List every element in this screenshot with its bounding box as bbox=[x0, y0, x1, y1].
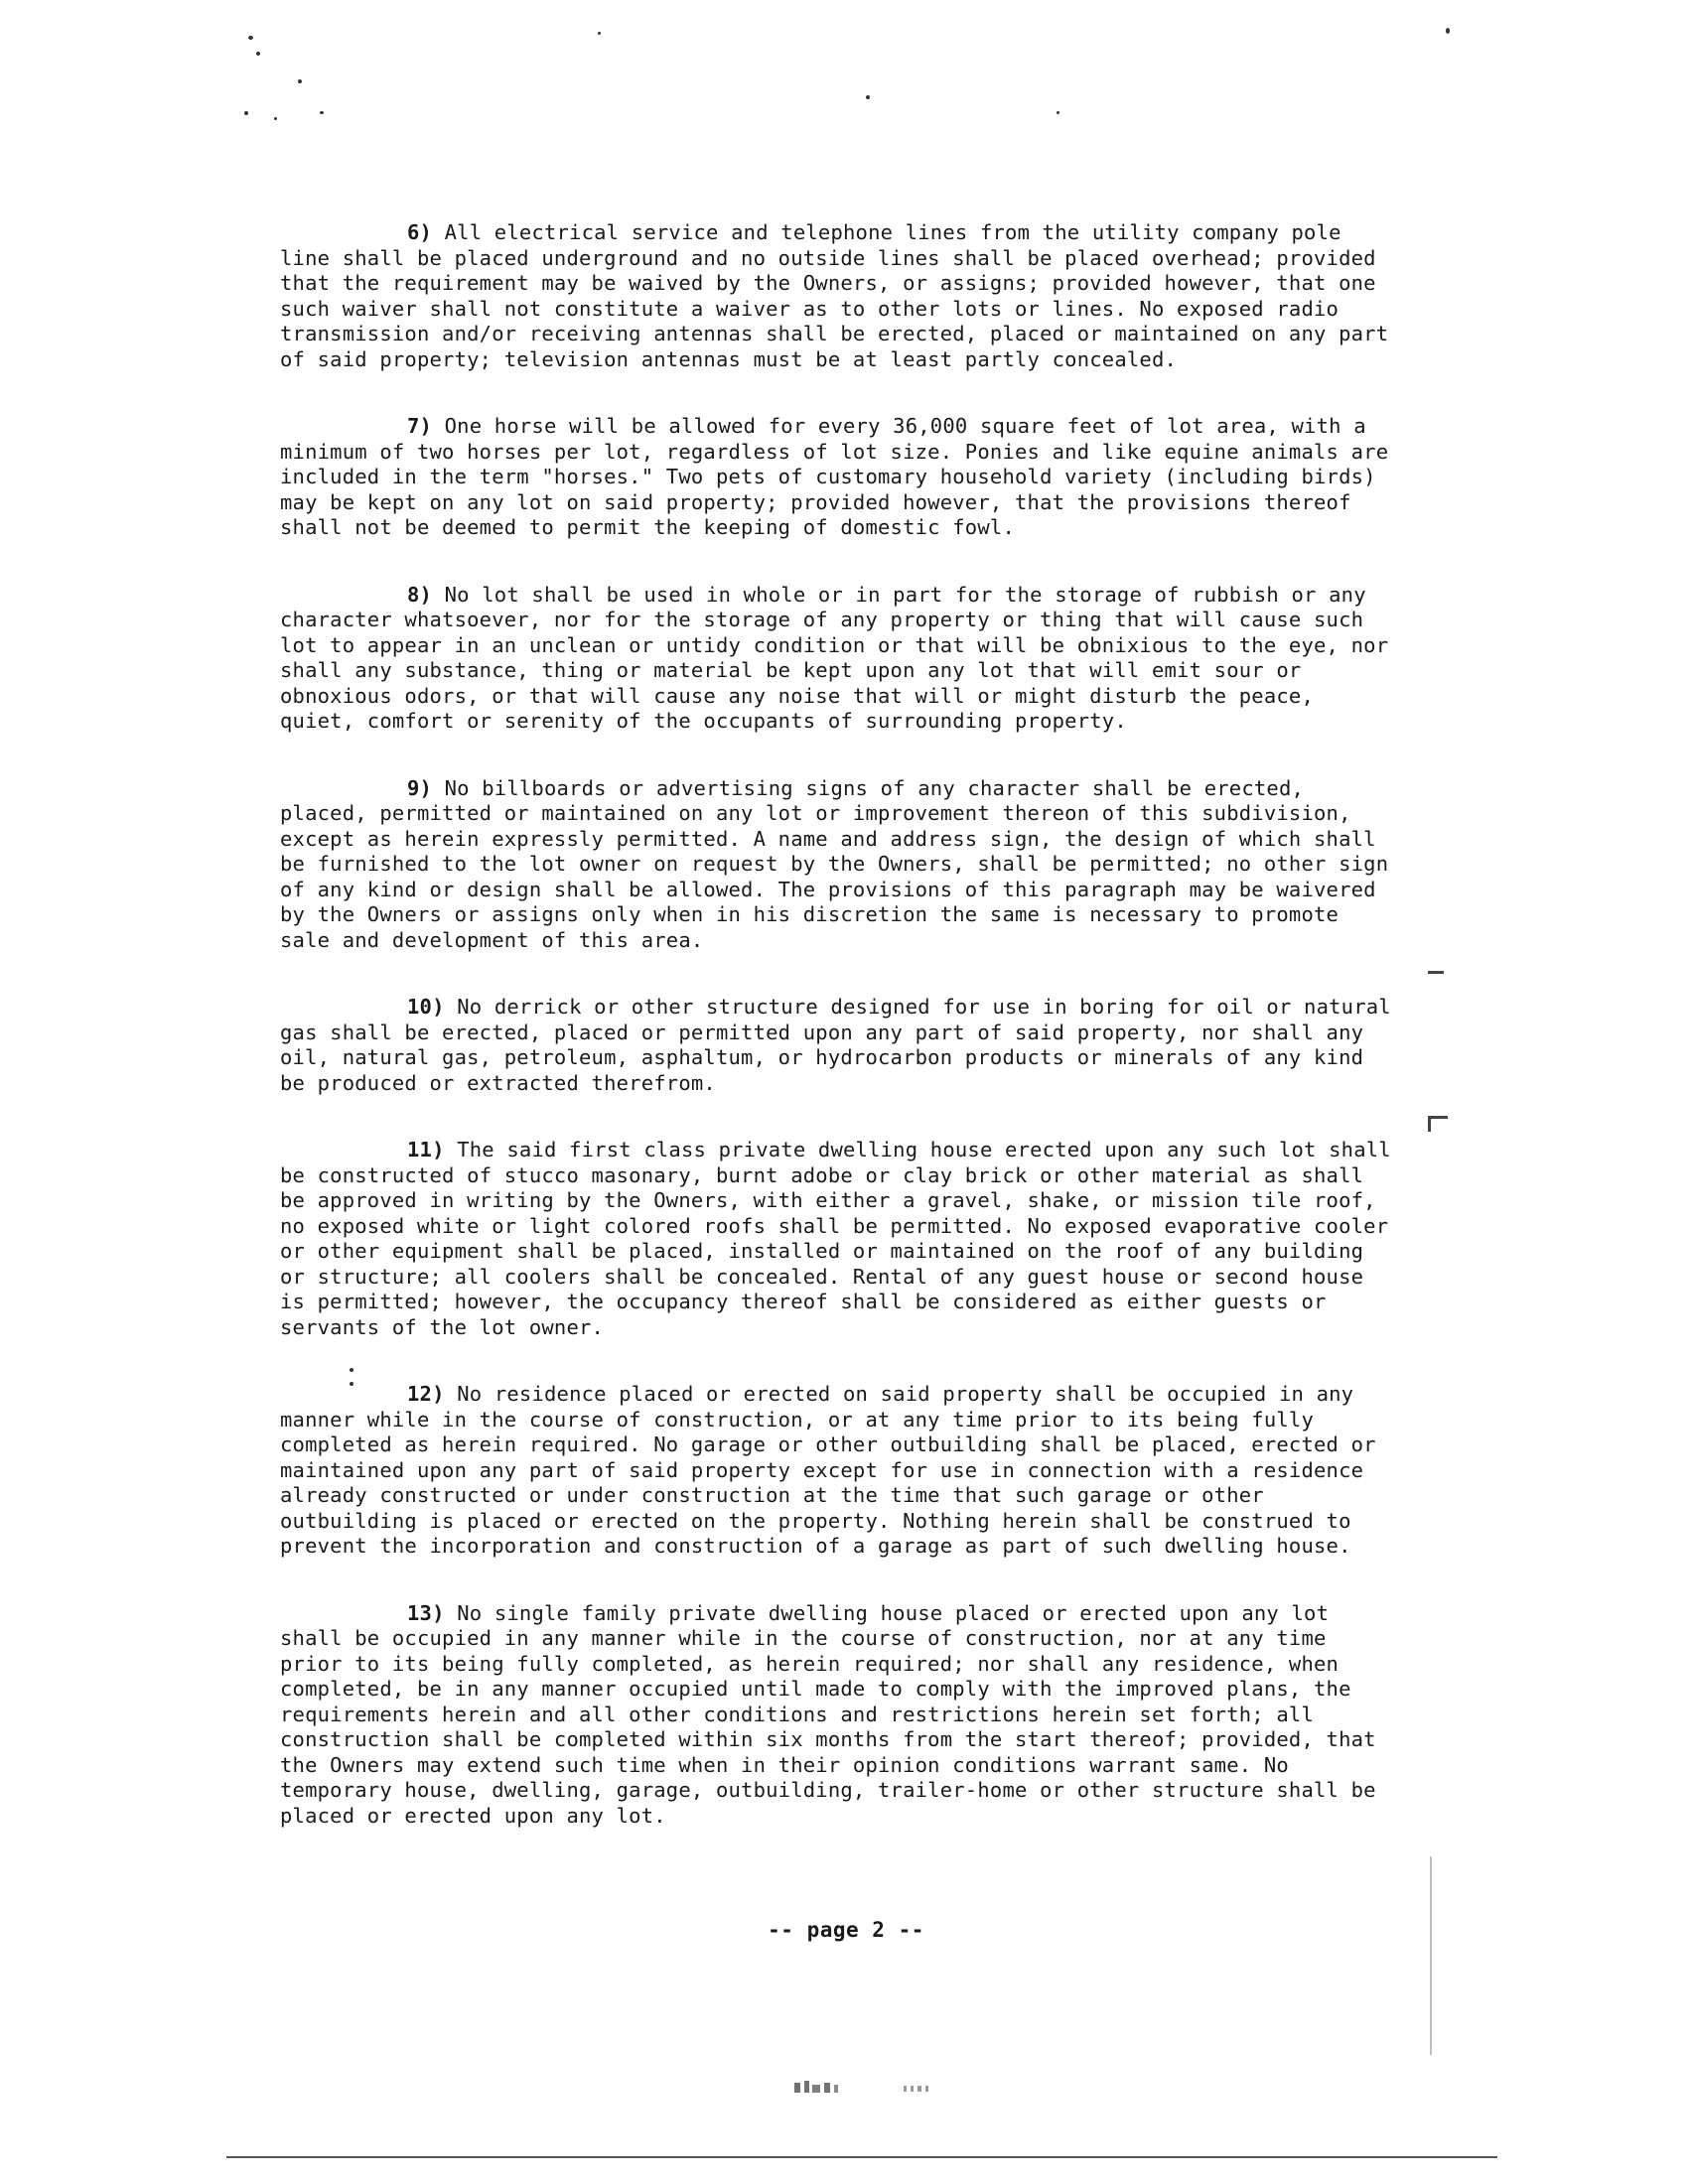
edge-mark bbox=[1428, 1116, 1431, 1132]
edge-mark bbox=[1428, 1116, 1448, 1119]
document-body bbox=[280, 220, 1392, 1870]
paragraph-text: No derrick or other structure designed for use in boring for oil or natural gas shall be erected, placed or permitted upon any part of said property, nor shall any oil, natural gas, petroleum, asphaltum, or hydrocarbon products or minerals of any kind be produced or extracted therefrom. bbox=[280, 995, 1391, 1095]
paragraph-text: All electrical service and telephone lines from the utility company pole line shall be placed underground and no outside lines shall be placed overhead; provided that the requirement may be waived by the Owners, or assigns; provided however, that one such waiver shall not constitute a waiver as to other lots or lines. No exposed radio transmission and/or receiving antennas shall be erected, placed or maintained on any part of said property; television antennas must be at least partly concealed. bbox=[280, 220, 1389, 371]
scan-speck bbox=[866, 95, 870, 99]
scan-speck bbox=[274, 117, 277, 120]
paragraph-9 bbox=[280, 776, 1392, 954]
paragraph-6 bbox=[280, 220, 1392, 372]
paragraph-text: No billboards or advertising signs of any character shall be erected, placed, permitted or maintained on any lot or improvement thereon of this subdivision, except as herein expressly permitted. A name and address sign, the design of which shall be furnished to the lot owner on request by the Owners, shall be permitted; no other sign of any kind or design shall be allowed. The provisions of this paragraph may be waivered by the Owners or assigns only when in his discretion the same is necessary to promote sale and development of this area. bbox=[280, 775, 1389, 952]
paragraph-number: 11) bbox=[407, 1138, 445, 1161]
paragraph-text: One horse will be allowed for every 36,000 square feet of lot area, with a minimum of two horses per lot, regardless of lot size. Ponies and like equine animals are included in the term "horses." Two pets of customary household variety (including birds) may be kept on any lot on said property; provided however, that the provisions thereof shall not be deemed to permit the keeping of domestic fowl. bbox=[280, 414, 1389, 539]
scan-speck bbox=[1446, 28, 1450, 34]
paragraph-text: No single family private dwelling house placed or erected upon any lot shall be occupied in any manner while in the course of construction, nor at any time prior to its being fully completed, as herein required; nor shall any residence, when completed, be in any manner occupied until made to comply with the improved plans, the requirements herein and all other conditions and restrictions herein set forth; all construction shall be completed within six months from the start thereof; provided, that the Owners may extend such time when in their opinion conditions warrant same. No temporary house, dwelling, garage, outbuilding, trailer-home or other structure shall be placed or erected upon any lot. bbox=[280, 1600, 1376, 1828]
paragraph-text: The said first class private dwelling house erected upon any such lot shall be constructed of stucco masonary, burnt adobe or clay brick or other material as shall be approved in writing by the Owners, with either a gravel, shake, or mission tile roof, no exposed white or light colored roofs shall be permitted. No exposed evaporative cooler or other equipment shall be placed, installed or maintained on the roof of any building or structure; all coolers shall be concealed. Rental of any guest house or second house is permitted; however, the occupancy thereof shall be considered as either guests or servants of the lot owner. bbox=[280, 1138, 1391, 1339]
scan-speck bbox=[298, 79, 302, 83]
paragraph-number: 10) bbox=[407, 995, 445, 1019]
paragraph-text: No lot shall be used in whole or in part for the storage of rubbish or any character whatsoever, nor for the storage of any property or thing that will cause such lot to appear in an unclean or untidy condition or that will be obnixious to the eye, nor shall any substance, thing or material be kept upon any lot that will emit sour or obnoxious odors, or that will cause any noise that will or might disturb the peace, quiet, comfort or serenity of the occupants of surrounding property. bbox=[280, 582, 1389, 733]
scan-speck bbox=[598, 32, 601, 35]
scan-speck bbox=[244, 111, 248, 115]
paragraph-number: 9) bbox=[407, 775, 433, 800]
paragraph-7 bbox=[280, 414, 1392, 541]
page-number-footer: -- page 2 -- bbox=[768, 1918, 924, 1942]
paragraph-number: 7) bbox=[407, 414, 433, 438]
scan-speck bbox=[320, 111, 324, 114]
scan-speck bbox=[256, 52, 260, 56]
stamp-smudge bbox=[794, 2077, 993, 2103]
scan-speck bbox=[1057, 111, 1059, 114]
paragraph-number: 8) bbox=[407, 582, 433, 607]
paragraph-text: No residence placed or erected on said property shall be occupied in any manner while in the course of construction, or at any time prior to its being fully completed as herein required. No garage or other outbuilding shall be placed, erected or maintained upon any part of said property except for use in connection with a residence already constructed or under construction at the time that such garage or other outbuilding is placed or erected on the property. Nothing herein shall be construed to prevent the incorporation and construction of a garage as part of such dwelling house. bbox=[280, 1382, 1376, 1558]
scan-speck bbox=[248, 36, 253, 40]
bottom-scan-edge bbox=[226, 2156, 1497, 2158]
edge-mark bbox=[1430, 1856, 1432, 2055]
stamp-smudge-graphic bbox=[794, 2077, 993, 2099]
paragraph-10 bbox=[280, 995, 1392, 1096]
paragraph-number: 6) bbox=[407, 220, 433, 244]
paragraph-12 bbox=[280, 1382, 1392, 1560]
paragraph-number: 12) bbox=[407, 1382, 445, 1406]
paragraph-11 bbox=[280, 1138, 1392, 1340]
paragraph-number: 13) bbox=[407, 1600, 445, 1625]
paragraph-8 bbox=[280, 583, 1392, 735]
paragraph-13 bbox=[280, 1601, 1392, 1830]
edge-mark bbox=[1428, 971, 1444, 974]
